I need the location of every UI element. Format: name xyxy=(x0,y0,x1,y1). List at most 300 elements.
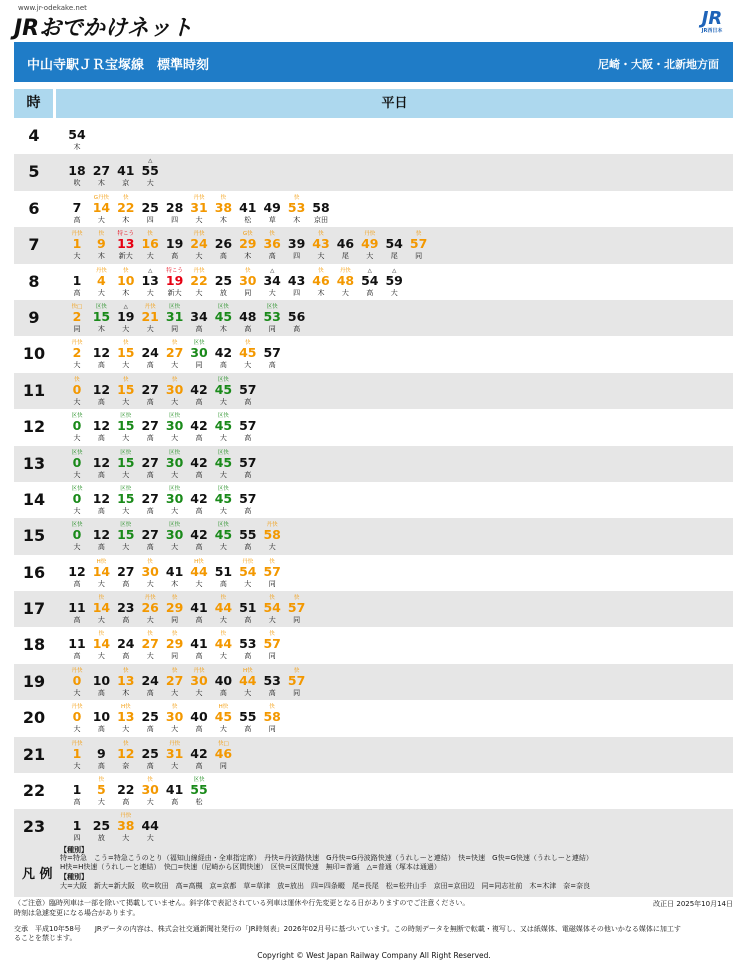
destination: 大 xyxy=(244,361,252,370)
destination: 高 xyxy=(195,543,203,552)
destination: 高 xyxy=(293,324,301,333)
hour-label: 14 xyxy=(22,489,46,509)
departure-minute: 10 xyxy=(92,672,111,688)
departure-minute: 42 xyxy=(190,490,208,506)
destination: 大 xyxy=(244,688,252,697)
departure-minute: 4 xyxy=(97,272,106,288)
train-type: 丹快 xyxy=(169,740,181,747)
destination: 京 xyxy=(122,179,130,188)
hour-row xyxy=(14,154,733,190)
destination: 高 xyxy=(171,252,179,261)
destination: 高 xyxy=(122,798,130,807)
legend-type-heading: 【種別】 xyxy=(60,846,88,854)
destination: 高 xyxy=(146,543,154,552)
train-type: 快 xyxy=(415,231,422,238)
train-type: 快 xyxy=(220,595,227,602)
departure-minute: 25 xyxy=(141,745,159,761)
departure-minute: 29 xyxy=(165,636,184,652)
destination: 大 xyxy=(171,688,179,697)
departure xyxy=(284,591,310,627)
destination: 木 xyxy=(293,215,301,224)
train-type: G快 xyxy=(242,231,253,238)
copyright: Copyright © West Japan Railway Company All Right Reserved. xyxy=(257,951,491,960)
departure xyxy=(259,518,285,554)
departure-minute: 55 xyxy=(239,709,257,725)
departure-minute: 0 xyxy=(72,454,82,470)
destination: 尾 xyxy=(390,252,398,261)
train-type: 快 xyxy=(98,595,105,602)
destination: 木 xyxy=(122,215,130,224)
destination: 大 xyxy=(146,252,154,261)
hour-label: 10 xyxy=(22,344,46,364)
destination: 同 xyxy=(73,324,81,333)
departure-minute: 27 xyxy=(141,454,159,470)
departure-minute: 39 xyxy=(287,236,306,252)
destination: 木 xyxy=(73,143,81,151)
train-type: 快 xyxy=(123,340,129,347)
departure-minute: 1 xyxy=(72,782,82,798)
train-type: △ xyxy=(392,267,397,274)
departure-minute: 30 xyxy=(190,345,208,361)
departure-minute: 57 xyxy=(263,636,281,652)
destination: 大 xyxy=(171,725,179,734)
departure-minute: 41 xyxy=(239,199,257,215)
destination: 大 xyxy=(122,434,130,443)
destination: 大 xyxy=(146,179,154,188)
departure-minute: 57 xyxy=(263,345,281,361)
destination: 高 xyxy=(73,798,81,807)
destination: 大 xyxy=(317,252,325,261)
train-type: 快□ xyxy=(218,740,229,747)
departure-minute: 48 xyxy=(336,272,355,288)
destination: 大 xyxy=(219,397,227,406)
train-type: 快 xyxy=(318,231,324,238)
destination: 大 xyxy=(219,652,227,661)
train-type: 丹快 xyxy=(71,667,83,674)
departure-minute: 12 xyxy=(92,454,111,470)
train-type: 快 xyxy=(293,194,300,201)
hour-label: 8 xyxy=(28,271,40,291)
departure-minute: 53 xyxy=(239,636,257,652)
destination: 大 xyxy=(195,215,203,224)
destination: 大 xyxy=(366,252,374,261)
train-type: 快 xyxy=(245,340,251,347)
departure-minute: 55 xyxy=(141,163,159,179)
destination: 大 xyxy=(146,324,154,333)
departure-minute: 45 xyxy=(214,308,233,324)
destination: 同 xyxy=(293,616,301,625)
destination: 同 xyxy=(171,324,179,333)
departure xyxy=(259,700,285,736)
departure-minute: 0 xyxy=(72,527,82,543)
hour-label: 4 xyxy=(28,126,40,145)
train-type: 区快 xyxy=(217,303,229,310)
destination: 大 xyxy=(146,616,154,625)
train-type: 快 xyxy=(269,558,275,565)
destination: 大 xyxy=(195,252,203,261)
destination: 高 xyxy=(219,361,227,370)
departure-minute: 43 xyxy=(312,236,330,252)
destination: 大 xyxy=(122,324,130,333)
departure-minute: 49 xyxy=(263,199,281,215)
departure-minute: 57 xyxy=(409,236,428,252)
departure-minute: 24 xyxy=(117,636,135,652)
train-type: 快 xyxy=(123,194,129,201)
departure-minute: 19 xyxy=(117,308,135,324)
hour-label: 18 xyxy=(22,635,46,655)
departure-minute: 14 xyxy=(92,636,111,652)
train-type: 区快 xyxy=(169,522,181,529)
departure-minute: 24 xyxy=(190,236,208,252)
departure-minute: 27 xyxy=(92,163,111,179)
departure-minute: 1 xyxy=(72,272,82,288)
jr-mark-subtext: JR西日本 xyxy=(701,28,723,34)
departure-minute: 46 xyxy=(312,272,330,288)
departure-minute: 54 xyxy=(263,600,281,616)
departure-minute: 16 xyxy=(141,236,159,252)
departure-minute: 57 xyxy=(239,490,257,506)
departure-minute: 58 xyxy=(263,709,281,725)
destination: 高 xyxy=(73,215,81,224)
destination: 同 xyxy=(415,252,423,261)
train-type: 区快 xyxy=(169,303,181,310)
hour-label: 9 xyxy=(28,307,40,327)
departure-minute: 15 xyxy=(92,308,111,324)
destination: 同 xyxy=(195,361,203,370)
train-type: 丹快 xyxy=(95,267,107,274)
destination: 同 xyxy=(244,288,252,297)
train-type: △ xyxy=(123,303,128,310)
departure-minute: 9 xyxy=(97,745,106,761)
train-type: 快 xyxy=(269,704,275,711)
train-type: 快 xyxy=(293,667,300,674)
departure-minute: 31 xyxy=(190,199,208,215)
destination: 大 xyxy=(97,215,105,224)
departure-minute: 58 xyxy=(263,527,281,543)
hour-row xyxy=(14,555,733,591)
train-type: H快 xyxy=(218,704,229,711)
destination: 高 xyxy=(244,652,252,661)
hour-label: 17 xyxy=(22,599,46,619)
hour-label: 22 xyxy=(22,781,46,801)
departure-minute: 45 xyxy=(239,345,257,361)
destination: 同 xyxy=(219,761,227,770)
destination: 大 xyxy=(122,470,130,479)
destination: 大 xyxy=(171,434,179,443)
train-type: 特こう xyxy=(166,267,183,274)
destination: 高 xyxy=(97,725,105,734)
departure-minute: 30 xyxy=(165,527,184,543)
departure-minute: 57 xyxy=(239,454,257,470)
destination: 高 xyxy=(97,470,105,479)
departure-minute: 26 xyxy=(214,236,233,252)
jr-mark-text: JR xyxy=(701,8,723,29)
destination: 高 xyxy=(146,688,154,697)
departure-minute: 13 xyxy=(117,672,135,688)
train-type: 快 xyxy=(123,267,129,274)
destination: 高 xyxy=(268,252,276,261)
hour-row xyxy=(14,482,733,518)
departure-minute: 30 xyxy=(165,381,184,397)
departure-minute: 12 xyxy=(68,563,86,579)
destination: 吹 xyxy=(73,179,81,188)
destination: 大 xyxy=(171,470,179,479)
destination: 高 xyxy=(195,761,203,770)
destination: 大 xyxy=(73,688,81,697)
departure-minute: 21 xyxy=(141,308,159,324)
destination: 大 xyxy=(268,616,276,625)
departure-minute: 11 xyxy=(68,636,86,652)
train-type: 快 xyxy=(98,631,105,638)
destination: 大 xyxy=(195,688,203,697)
train-type: 丹快 xyxy=(71,231,83,238)
destination: 高 xyxy=(97,397,105,406)
destination: 高 xyxy=(97,761,105,770)
destination: 高 xyxy=(195,616,203,625)
destination: 同 xyxy=(268,579,276,588)
train-type: 快 xyxy=(147,777,153,784)
departure xyxy=(406,227,432,263)
destination: 高 xyxy=(146,397,154,406)
destination: 高 xyxy=(219,252,227,261)
destination: 大 xyxy=(97,798,105,807)
destination: 高 xyxy=(97,434,105,443)
hour-row xyxy=(14,700,733,736)
station-line-title: 中山寺駅ＪＲ宝塚線 標準時刻 xyxy=(27,58,210,73)
departure-minute: 14 xyxy=(92,563,111,579)
train-type: 区快 xyxy=(266,303,278,310)
departure xyxy=(235,482,261,518)
hour-label: 6 xyxy=(28,198,40,218)
train-type: 区快 xyxy=(120,413,132,420)
departure-minute: 25 xyxy=(92,818,111,834)
departure-minute: 0 xyxy=(72,672,82,688)
departure-minute: 30 xyxy=(165,454,184,470)
train-type: 丹快 xyxy=(120,813,132,820)
destination: 大 xyxy=(390,288,398,297)
destination: 高 xyxy=(97,361,105,370)
departure-minute: 31 xyxy=(165,745,184,761)
destination: 高 xyxy=(195,470,203,479)
destination: 高 xyxy=(195,652,203,661)
destination: 京田 xyxy=(314,215,328,224)
destination: 松 xyxy=(195,798,203,807)
destination: 大 xyxy=(122,543,130,552)
departure-minute: 30 xyxy=(165,418,184,434)
departure-minute: 0 xyxy=(72,381,82,397)
site-url[interactable]: www.jr-odekake.net xyxy=(18,4,87,12)
destination: 木 xyxy=(97,179,105,188)
destination: 高 xyxy=(122,616,130,625)
departure-minute: 12 xyxy=(92,527,111,543)
destination: 同 xyxy=(171,616,179,625)
hour-row xyxy=(14,627,733,663)
destination: 高 xyxy=(244,434,252,443)
hour-label: 13 xyxy=(22,453,46,473)
departure-minute: 10 xyxy=(92,709,111,725)
departure-minute: 41 xyxy=(165,563,184,579)
notice-line-2: 時刻は急遽変更になる場合があります。 xyxy=(14,909,140,917)
departure xyxy=(235,409,261,445)
legend-title: 凡 例 xyxy=(22,867,53,882)
departure-minute: 57 xyxy=(239,418,257,434)
legend xyxy=(14,846,733,897)
departure-minute: 5 xyxy=(97,782,106,798)
departure-minute: 7 xyxy=(72,199,82,215)
destination: 同 xyxy=(268,652,276,661)
departure xyxy=(235,446,261,482)
departure-minute: 45 xyxy=(214,490,233,506)
train-type: 特こう xyxy=(117,231,135,238)
departure-minute: 25 xyxy=(214,272,233,288)
destination: 大 xyxy=(171,506,179,515)
destination: 大 xyxy=(73,434,81,443)
destination: 大 xyxy=(122,397,130,406)
direction-label: 尼崎・大阪・北新地方面 xyxy=(598,58,719,71)
departure-minute: 0 xyxy=(72,709,82,725)
title-bar xyxy=(14,42,733,82)
departure-minute: 45 xyxy=(214,454,233,470)
departure-minute: 41 xyxy=(117,163,135,179)
destination: 高 xyxy=(146,506,154,515)
destination: 高 xyxy=(195,324,203,333)
destination: 木 xyxy=(219,324,227,333)
train-type: 丹快 xyxy=(193,667,205,674)
hour-row xyxy=(14,409,733,445)
hour-label: 15 xyxy=(22,526,46,546)
train-type: 区快 xyxy=(217,376,229,383)
train-type: 快 xyxy=(98,777,105,784)
legend-types-line-1: 特=特急 こう=特急こうのとり（福知山線経由・全車指定席） 丹快=丹波路快速 G丹快=G丹波路快速（うれしーと連結） 快=快速 G快=G快速（うれしーと連結） xyxy=(60,854,593,862)
destination: 大 xyxy=(219,470,227,479)
train-type: 快 xyxy=(74,376,80,383)
jr-odekake-logo[interactable]: JRおでかけネット xyxy=(14,16,193,41)
legend-destination-heading: 【種別】 xyxy=(60,873,88,881)
destination: 大 xyxy=(122,725,130,734)
destination: 高 xyxy=(244,470,252,479)
departure-minute: 9 xyxy=(97,236,106,252)
train-type: 快 xyxy=(171,595,178,602)
destination: 大 xyxy=(219,543,227,552)
destination: 大 xyxy=(73,397,81,406)
train-type: 丹快 xyxy=(193,231,205,238)
departure-minute: 15 xyxy=(117,345,135,361)
destination: 大 xyxy=(244,579,252,588)
departure-minute: 44 xyxy=(141,818,159,834)
destination: 木 xyxy=(244,252,252,261)
destination: 大 xyxy=(73,506,81,515)
notice-line-1: （ご注意）臨時列車は一部を除いて掲載していません。斜字体で表記されている列車は運休や行先変更となる日がありますのでご注意ください。 xyxy=(14,899,470,907)
destination: 高 xyxy=(122,579,130,588)
departure xyxy=(284,664,310,700)
departure-minute: 57 xyxy=(263,563,281,579)
hour-label: 23 xyxy=(22,817,46,837)
train-type: 区快 xyxy=(71,485,83,492)
destination: 高 xyxy=(73,288,81,297)
destination: 高 xyxy=(146,725,154,734)
departure xyxy=(259,336,285,372)
destination: 高 xyxy=(97,506,105,515)
train-type: 快 xyxy=(98,231,105,238)
train-type: 快 xyxy=(318,267,324,274)
destination: 大 xyxy=(171,761,179,770)
train-type: 区快 xyxy=(71,522,83,529)
departure-minute: 41 xyxy=(165,782,184,798)
destination: 高 xyxy=(366,288,374,297)
destination: 高 xyxy=(244,616,252,625)
destination: 大 xyxy=(195,288,203,297)
destination: 四 xyxy=(293,252,301,261)
departure-minute: 42 xyxy=(190,745,208,761)
departure-minute: 13 xyxy=(117,709,135,725)
departure-minute: 58 xyxy=(312,199,330,215)
departure xyxy=(210,737,236,773)
train-type: 区快 xyxy=(193,340,205,347)
destination: 高 xyxy=(97,688,105,697)
train-type: 区快 xyxy=(120,485,132,492)
destination: 高 xyxy=(244,324,252,333)
destination: 大 xyxy=(341,288,349,297)
departure-minute: 40 xyxy=(190,709,208,725)
departure-minute: 54 xyxy=(361,272,379,288)
train-type: 区快 xyxy=(71,413,83,420)
source-line-2: ることを禁じます。 xyxy=(14,934,77,942)
departure-minute: 27 xyxy=(141,381,159,397)
departure-minute: 27 xyxy=(141,636,159,652)
destination: 木 xyxy=(317,288,325,297)
train-type: 丹快 xyxy=(193,267,205,274)
hour-row xyxy=(14,773,733,809)
train-type: 快 xyxy=(123,667,129,674)
departure xyxy=(259,555,285,591)
departure-minute: 24 xyxy=(141,345,159,361)
train-type: 丹快 xyxy=(193,194,205,201)
departure-minute: 14 xyxy=(92,199,111,215)
train-type: △ xyxy=(148,267,153,274)
train-type: 丹快 xyxy=(339,267,351,274)
departure-minute: 42 xyxy=(190,527,208,543)
train-type: H快 xyxy=(96,558,107,565)
departure-minute: 44 xyxy=(190,563,208,579)
departure-minute: 44 xyxy=(214,600,233,616)
departure-minute: 1 xyxy=(72,236,82,252)
departure-minute: 57 xyxy=(287,600,306,616)
train-type: 快 xyxy=(147,231,153,238)
departure-minute: 0 xyxy=(72,490,82,506)
destination: 同 xyxy=(293,688,301,697)
departure-minute: 26 xyxy=(141,600,159,616)
train-type: H快 xyxy=(194,558,204,565)
departure-minute: 36 xyxy=(263,236,281,252)
departure-minute: 25 xyxy=(141,199,159,215)
departure-minute: 12 xyxy=(117,745,135,761)
departure-minute: 15 xyxy=(117,454,135,470)
departure-minute: 14 xyxy=(92,600,111,616)
departure-minute: 53 xyxy=(263,308,281,324)
departure-minute: 1 xyxy=(72,745,82,761)
destination: 同 xyxy=(171,652,179,661)
destination: 大 xyxy=(219,725,227,734)
departure-minute: 27 xyxy=(141,490,159,506)
departure-minute: 30 xyxy=(165,490,184,506)
departure-minute: 34 xyxy=(190,308,208,324)
train-type: 区快 xyxy=(169,449,181,456)
departure-minute: 59 xyxy=(385,272,403,288)
departure-minute: 55 xyxy=(239,527,257,543)
train-type: 区快 xyxy=(217,485,229,492)
destination: 大 xyxy=(73,361,81,370)
departure-minute: 22 xyxy=(117,782,135,798)
